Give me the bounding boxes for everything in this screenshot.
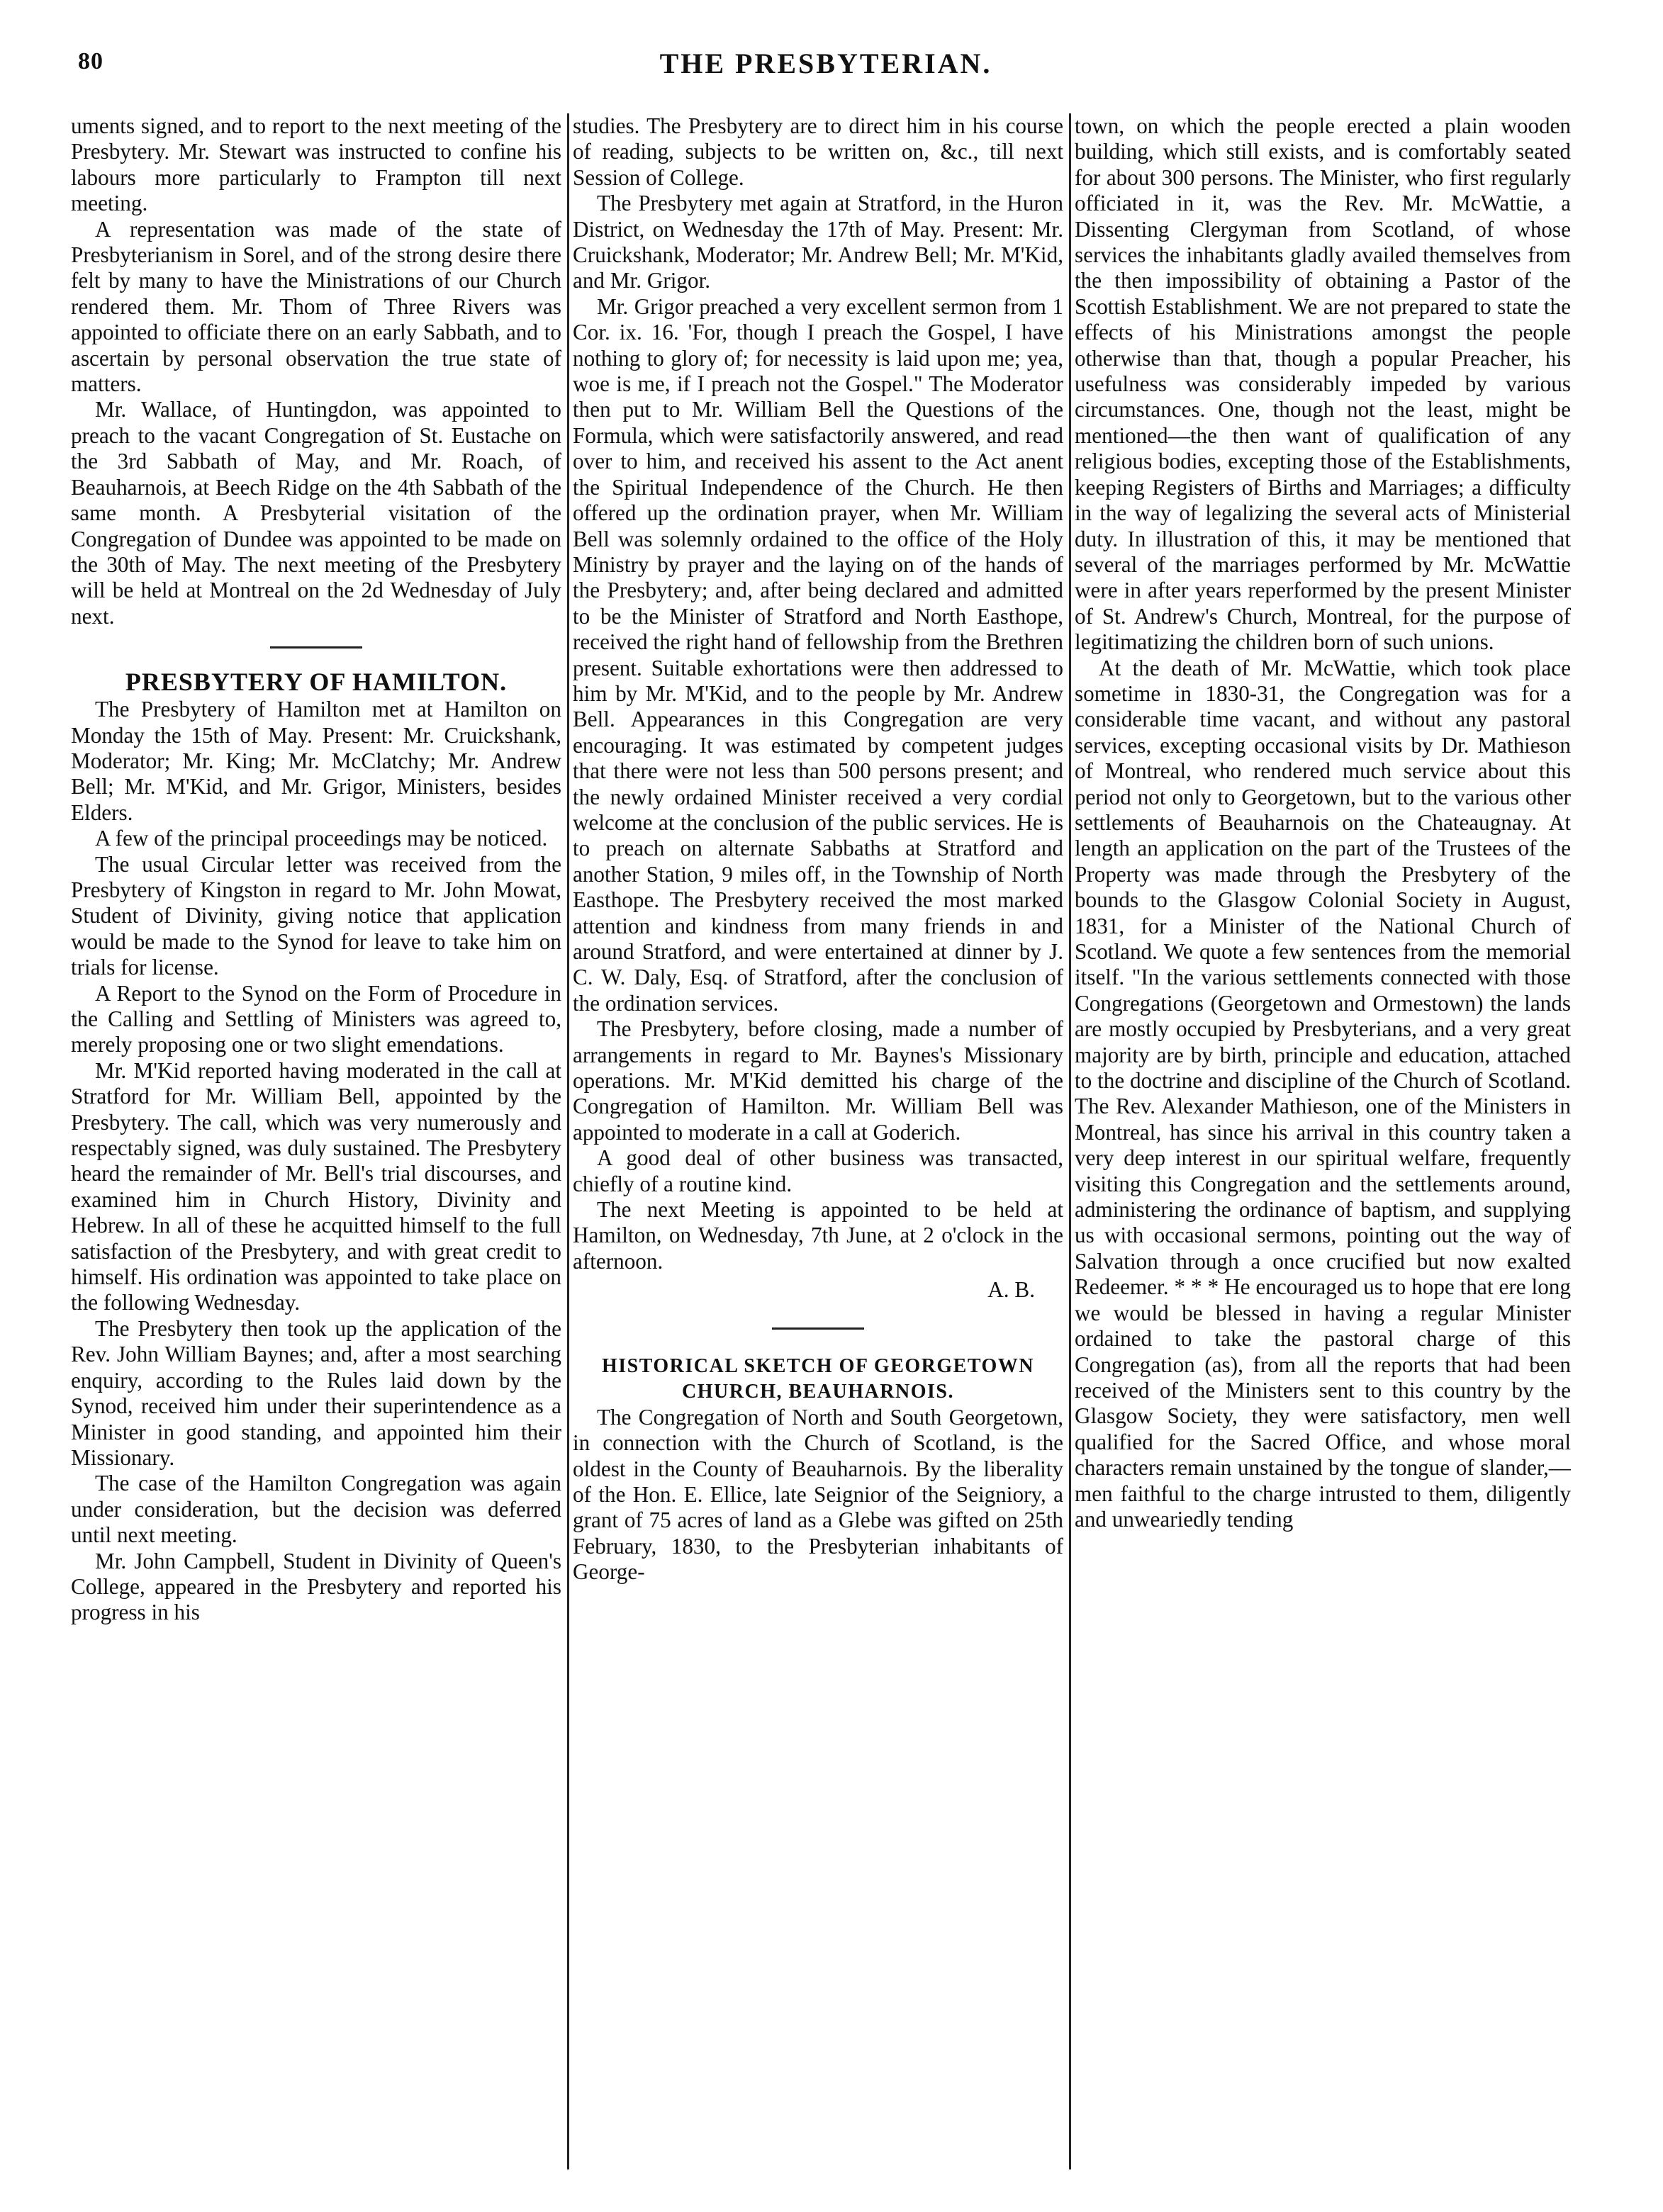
paragraph: The next Meeting is appointed to be held at Hamilton, on Wednesday, 7th June, at 2 o'clock in the afternoon. [573, 1197, 1063, 1274]
paragraph: studies. The Presbytery are to direct him in his course of reading, subjects to be written on, &c., till next Session of College. [573, 113, 1063, 190]
paragraph: A good deal of other business was transacted, chiefly of a routine kind. [573, 1145, 1063, 1196]
running-title: THE PRESBYTERIAN. [659, 47, 992, 79]
paragraph: Mr. Wallace, of Huntingdon, was appointed to preach to the vacant Congregation of St. Eustache on the 3rd Sabbath of May, and Mr. Roach, of Beauharnois, at Beech Ridge on the 4th Sabbath of the same month. A Presbyterial visitation of the Congregation of Dundee was appointed to be made on the 30th of May. The next meeting of the Presbytery will be held at Montreal on the 2d Wednesday of July next. [71, 397, 561, 629]
paragraph: The usual Circular letter was received from the Presbytery of Kingston in regard to Mr. John Mowat, Student of Divinity, giving notice that application would be made to the Synod for leave to take him on trials for license. [71, 851, 561, 980]
paragraph: A Report to the Synod on the Form of Procedure in the Calling and Settling of Ministers was agreed to, merely proposing one or two slight emendations. [71, 980, 561, 1057]
paragraph: The Presbytery, before closing, made a number of arrangements in regard to Mr. Baynes's Missionary operations. Mr. M'Kid demitted his charge of the Congregation of Hamilton. Mr. William Bell was appointed to moderate in a call at Goderich. [573, 1016, 1063, 1145]
page-header [78, 41, 1574, 91]
signature: A. B. [987, 1277, 1035, 1303]
paragraph: At the death of Mr. McWattie, which took place sometime in 1830-31, the Congregation was for a considerable time vacant, and without any pastoral services, excepting occasional visits by Dr. Mathieson of Montreal, who rendered much service about this period not only to Georgetown, but to the various other settlements of Beauharnois on the Chateaugnay. At length an application on the part of the Trustees of the Property was made through the Presbytery of the bounds to the Glasgow Colonial Society in August, 1831, for a Minister of the National Church of Scotland. We quote a few sentences from the memorial itself. "In the various settlements connected with those Congregations (Georgetown and Ormestown) the lands are mostly occupied by Presbyterians, and a very great majority are by birth, principle and education, attached to the doctrine and discipline of the Church of Scotland. The Rev. Alexander Mathieson, one of the Ministers in Montreal, has since his arrival in this country taken a very deep interest in our spiritual welfare, frequently visiting this Congregation and the settlements around, administering the ordinance of baptism, and supplying us with occasional sermons, pointing out the way of Salvation through a once crucified but now exalted Redeemer. * * * He encouraged us to hope that ere long we would be blessed in having a regular Minister ordained to take the pastoral charge of this Congregation (as), from all the reports that had been received of the Ministers sent to this country by the Glasgow Society, they were satisfactory, men well qualified for the Sacred Office, and whose moral characters remain unstained by the tongue of slander,—men faithful to the charge intrusted to them, diligently and unweariedly tending [1075, 655, 1571, 1532]
paragraph: Mr. John Campbell, Student in Divinity of Queen's College, appeared in the Presbytery and reported his progress in his [71, 1548, 561, 1625]
paragraph: The Presbytery then took up the application of the Rev. John William Baynes; and, after a most searching enquiry, according to the Rules laid down by the Synod, received him under their superintendence as a Minister in good standing, and appointed him their Missionary. [71, 1315, 561, 1470]
section-divider [772, 1327, 864, 1330]
paragraph: The case of the Hamilton Congregation was again under consideration, but the decision was deferred until next meeting. [71, 1471, 561, 1548]
column-2 [573, 113, 1063, 2169]
section-divider [270, 646, 362, 649]
paragraph: The Presbytery met again at Stratford, in the Huron District, on Wednesday the 17th of May. Present: Mr. Cruickshank, Moderator; Mr. Andrew Bell; Mr. M'Kid, and Mr. Grigor. [573, 191, 1063, 293]
paragraph: The Congregation of North and South Georgetown, in connection with the Church of Scotland, is the oldest in the County of Beauharnois. By the liberality of the Hon. E. Ellice, late Seignior of the Seigniory, a grant of 75 acres of land as a Glebe was gifted on 25th February, 1830, to the Presbyterian inhabitants of George- [573, 1404, 1063, 1585]
column-1 [71, 113, 561, 2169]
paragraph: Mr. Grigor preached a very excellent sermon from 1 Cor. ix. 16. 'For, though I preach the Gospel, I have nothing to glory of; for necessity is laid upon me; yea, woe is me, if I preach not the Gospel." The Moderator then put to Mr. William Bell the Questions of the Formula, which were satisfactorily answered, and read over to him, and received his assent to the Act anent the Spiritual Independence of the Church. He then offered up the ordination prayer, when Mr. William Bell was solemnly ordained to the office of the Holy Ministry by prayer and the laying on of the hands of the Presbytery; and, after being declared and admitted to be the Minister of Stratford and North Easthope, received the right hand of fellowship from the Brethren present. Suitable exhortations were then addressed to him by Mr. M'Kid, and to the people by Mr. Andrew Bell. Appearances in this Congregation are very encouraging. It was estimated by competent judges that there were not less than 500 persons present; and the newly ordained Minister received a very cordial welcome at the conclusion of the public services. He is to preach on alternate Sabbaths at Stratford and another Station, 9 miles off, in the Township of North Easthope. The Presbytery received the most marked attention and kindness from many friends in and around Stratford, and were entertained at dinner by J. C. W. Daly, Esq. of Stratford, after the conclusion of the ordination services. [573, 293, 1063, 1016]
page-number: 80 [78, 48, 103, 74]
paragraph: The Presbytery of Hamilton met at Hamilton on Monday the 15th of May. Present: Mr. Cruickshank, Moderator; Mr. King; Mr. McClatchy; Mr. Andrew Bell; Mr. M'Kid, and Mr. Grigor, Ministers, besides Elders. [71, 697, 561, 825]
section-heading: HISTORICAL SKETCH OF GEORGETOWN CHURCH, BEAUHARNOIS. [601, 1354, 1034, 1403]
paragraph: Mr. M'Kid reported having moderated in the call at Stratford for Mr. William Bell, appointed by the Presbytery. The call, which was very numerously and respectably signed, was duly sustained. The Presbytery heard the remainder of Mr. Bell's trial discourses, and examined him in Church History, Divinity and Hebrew. In all of these he acquitted himself to the full satisfaction of the Presbytery, and with great credit to himself. His ordination was appointed to take place on the following Wednesday. [71, 1057, 561, 1315]
paragraph: town, on which the people erected a plain wooden building, which still exists, and is comfortably seated for about 300 persons. The Minister, who first regularly officiated in it, was the Rev. Mr. McWattie, a Dissenting Clergyman from Scotland, of whose services the inhabitants gladly availed themselves from the then impossibility of obtaining a Pastor of the Scottish Establishment. We are not prepared to state the effects of his Ministrations amongst the people otherwise than that, though a popular Preacher, his usefulness was considerably impeded by various circumstances. One, though not the least, might be mentioned—the then want of qualification of any religious bodies, excepting those of the Establishments, keeping Registers of Births and Marriages; a difficulty in the way of legalizing the several acts of Ministerial duty. In illustration of this, it may be mentioned that several of the marriages performed by Mr. McWattie were in after years reperformed by the present Minister of St. Andrew's Church, Montreal, for the purpose of legitimatizing the children born of such unions. [1075, 113, 1571, 655]
column-divider [1069, 113, 1071, 2169]
section-heading: PRESBYTERY OF HAMILTON. [125, 668, 508, 697]
paragraph: A representation was made of the state of Presbyterianism in Sorel, and of the strong desire there felt by many to have the Ministrations of our Church rendered them. Mr. Thom of Three Rivers was appointed to officiate there on an early Sabbath, and to ascertain by personal observation the true state of matters. [71, 216, 561, 397]
paragraph: A few of the principal proceedings may be noticed. [95, 826, 548, 851]
column-3 [1075, 113, 1571, 2169]
paragraph: uments signed, and to report to the next meeting of the Presbytery. Mr. Stewart was instructed to confine his labours more particularly to Frampton till next meeting. [71, 113, 561, 216]
column-divider [567, 113, 569, 2169]
